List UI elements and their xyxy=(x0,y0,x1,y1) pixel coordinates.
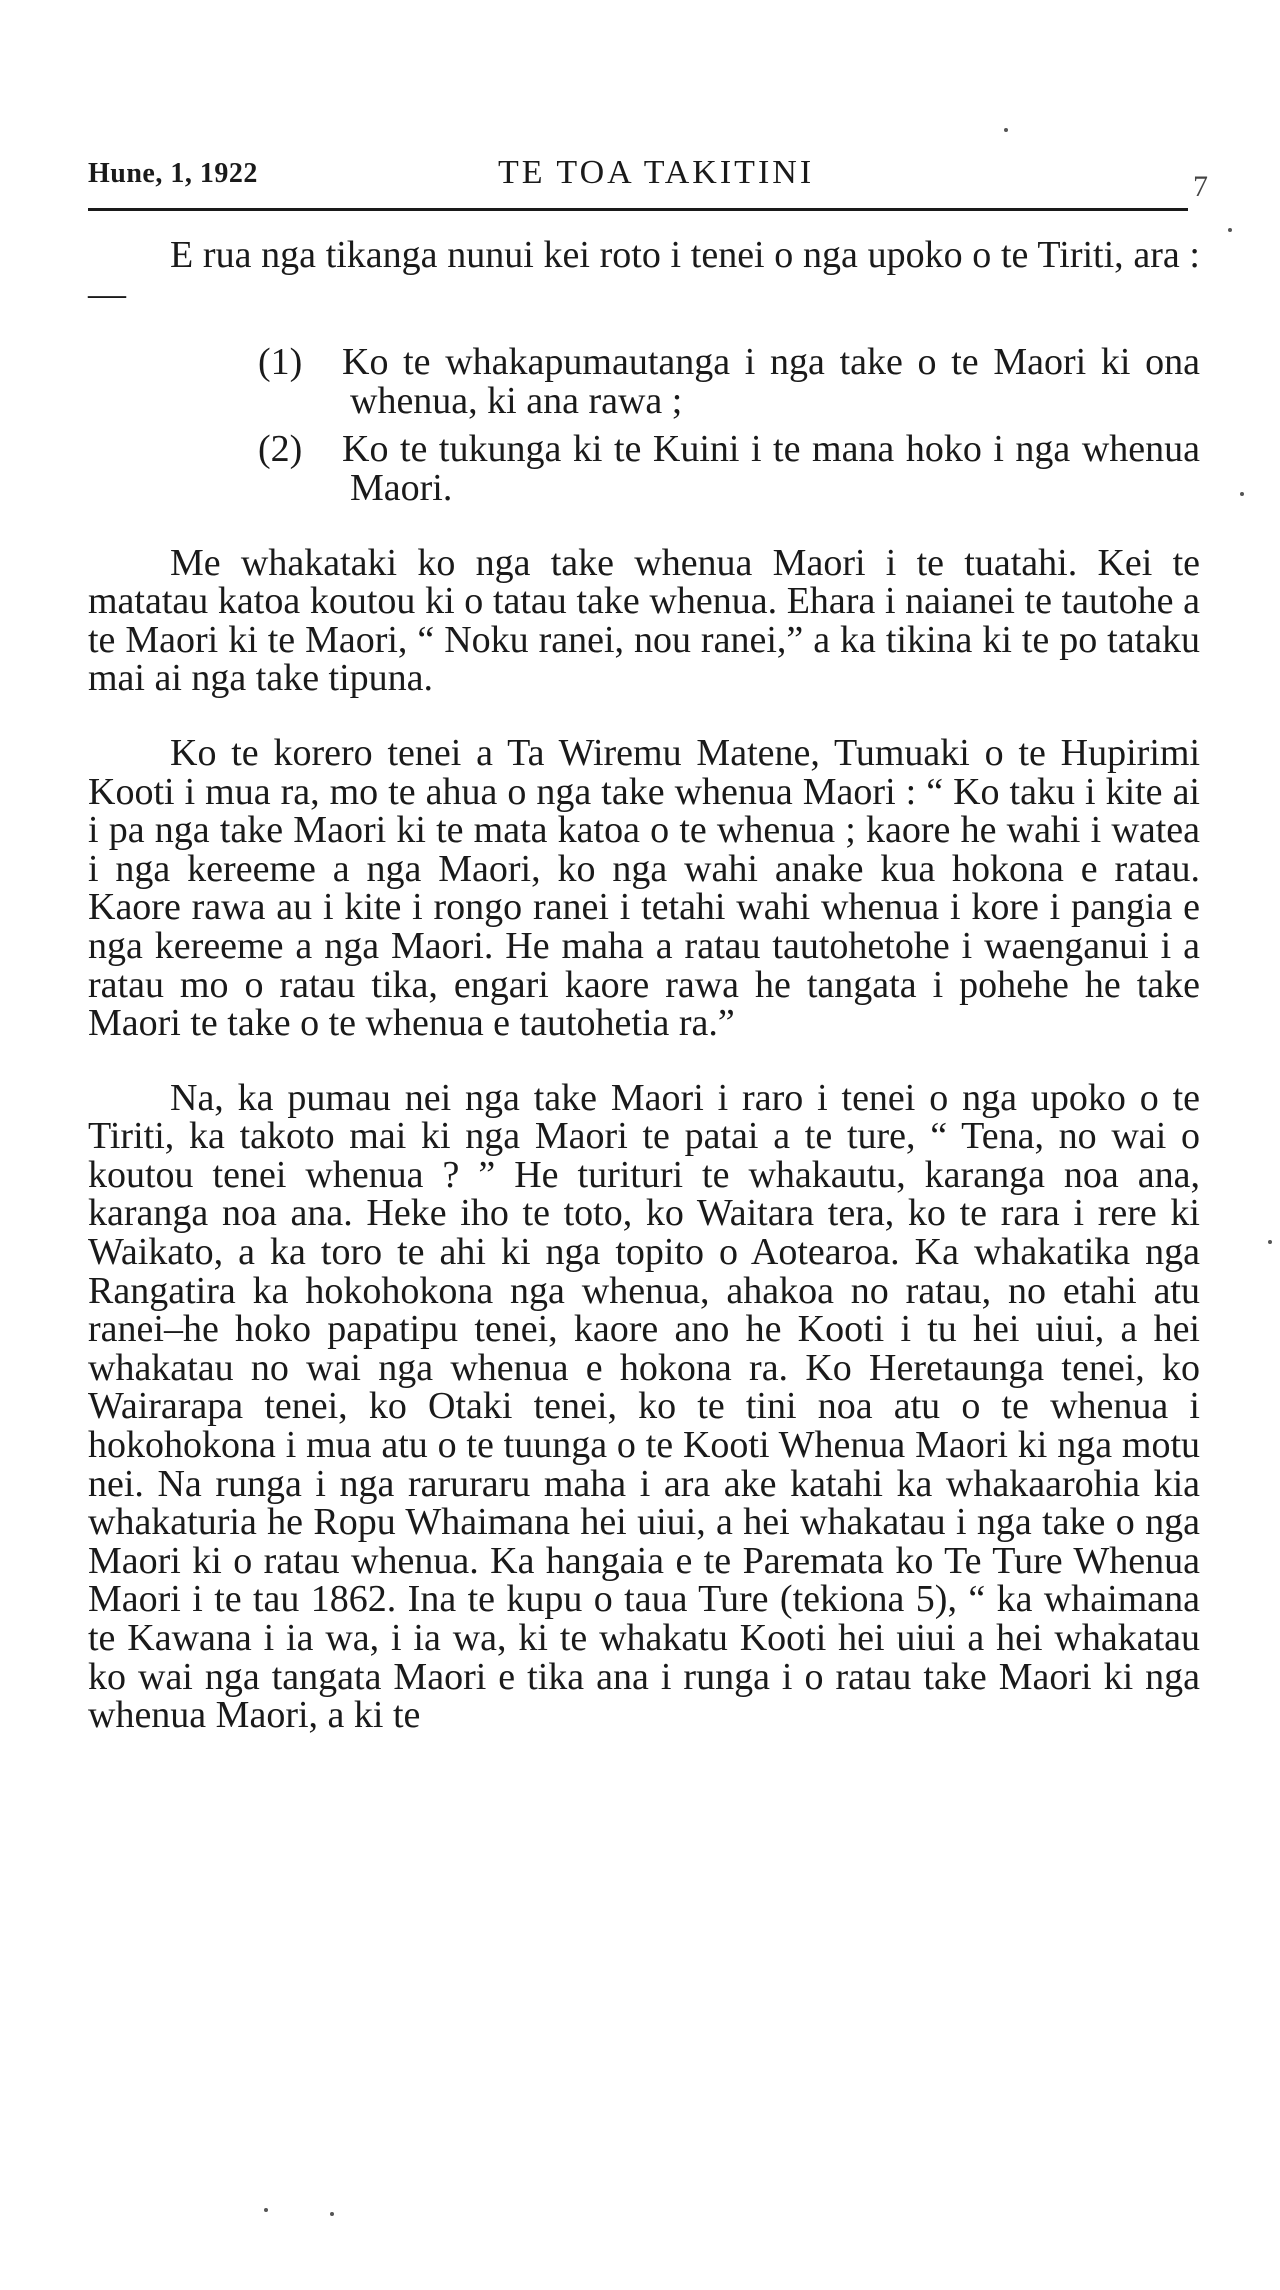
list-number: (1) xyxy=(258,341,303,384)
list-text: Ko te tukunga ki te Kuini i te mana hoko i nga whenua Maori. xyxy=(342,428,1200,509)
page-number: 7 xyxy=(1193,170,1208,203)
paragraph: Ko te korero tenei a Ta Wiremu Matene, Tumuaki o te Hupirimi Kooti i mua ra, mo te ahua o nga take whenua Maori : “ Ko taku i kite ai i pa nga take Maori ki te mata katoa o te whenua ; kaore he wahi i watea i nga kereeme a nga Maori, ko nga wahi anake kua hokona e ratau. Kaore rawa au i kite i rongo ranei i tetahi wahi whenua i kore i pangia e nga kereeme a nga Maori. He maha a ratau tautohetohe i waenganui i a ratau mo o ratau tika, engari kaore rawa he tangata i pohehe he take Maori te take o te whenua e tautohetia ra.” xyxy=(88,731,1200,1045)
print-speck xyxy=(1268,1240,1272,1244)
list-item xyxy=(88,343,1200,420)
list-item xyxy=(88,430,1200,507)
body-text xyxy=(88,236,1200,1735)
header-title: TE TOA TAKITINI xyxy=(498,154,815,191)
numbered-list xyxy=(88,343,1200,507)
paragraph: Na, ka pumau nei nga take Maori i raro i tenei o nga upoko o te Tiriti, ka takoto mai ki nga Maori te patai a te ture, “ Tena, no wai o koutou tenei whenua ? ” He turituri te whakautu, karanga noa ana, karanga noa ana. Heke iho te toto, ko Waitara tera, ko te rara i rere ki Waikato, a ka toro te ahi ki nga topito o Aotearoa. Ka whakatika nga Rangatira ka hokohokona nga whenua, ahakoa no ratau, no etahi atu ranei–he hoko papatipu tenei, kaore ano he Kooti i tu hei uiui, a hei whakatau no wai nga whenua e hokona ra. Ko Heretaunga tenei, ko Wairarapa tenei, ko Otaki tenei, ko te tini noa atu o te whenua i hokohokona i mua atu o te tuunga o te Kooti Whenua Maori ki nga motu nei. Na runga i nga raruraru maha i ara ake katahi ka whakaarohia kia whakaturia he Ropu Whaimana hei uiui, a hei whakatau i nga take o nga Maori ki o ratau whenua. Ka hangaia e te Paremata ko Te Ture Whenua Maori i te tau 1862. Ina te kupu o taua Ture (tekiona 5), “ ka whaimana te Kawana i ia wa, i ia wa, ki te whakatu Kooti hei uiui a hei whakatau ko wai nga tangata Maori e tika ana i runga i o ratau take Maori ki nga whenua Maori, a ki te xyxy=(88,1076,1200,1737)
print-speck xyxy=(1240,492,1244,496)
list-number: (2) xyxy=(258,428,303,471)
print-speck xyxy=(330,2212,334,2216)
running-header xyxy=(88,150,1208,210)
print-speck xyxy=(1228,228,1232,232)
print-speck xyxy=(264,2208,268,2212)
intro-paragraph: E rua nga tikanga nunui kei roto i tenei o nga upoko o te Tiriti, ara :— xyxy=(88,234,1200,315)
header-rule xyxy=(88,208,1188,211)
header-date: Hune, 1, 1922 xyxy=(88,158,258,189)
print-speck xyxy=(1004,128,1008,132)
paragraph: Me whakataki ko nga take whenua Maori i te tuatahi. Kei te matatau katoa koutou ki o tatau take whenua. Ehara i naianei te tautohe a te Maori ki te Maori, “ Noku ranei, nou ranei,” a ka tikina ki te po tataku mai ai nga take tipuna. xyxy=(88,541,1200,700)
list-text: Ko te whakapumautanga i nga take o te Maori ki ona whenua, ki ana rawa ; xyxy=(342,341,1200,422)
